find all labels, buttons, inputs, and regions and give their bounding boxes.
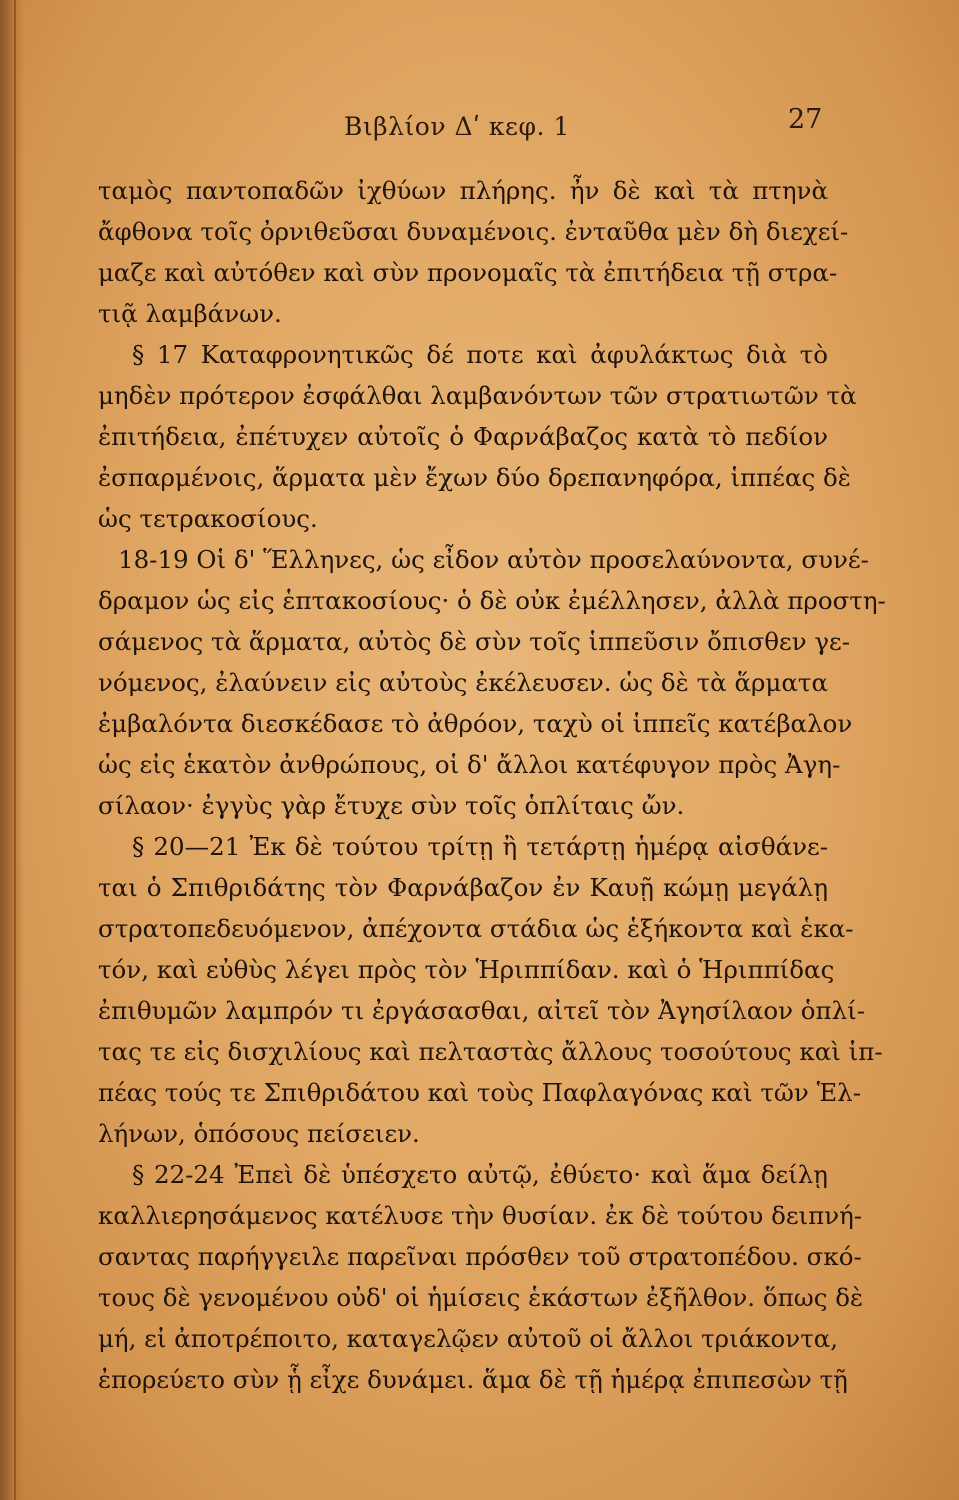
text-line: σάμενος τὰ ἅρματα, αὐτὸς δὲ σὺν τοῖς ἱππεῦσιν ὄπισθεν γε- [98, 627, 850, 656]
text-line: τιᾷ λαμβάνων. [98, 299, 282, 328]
body-text [98, 170, 886, 1400]
section-heading-line: § 22-24 Ἐπεὶ δὲ ὑπέσχετο αὐτῷ, ἐθύετο· καὶ ἅμα δείλῃ [132, 1160, 828, 1189]
text-line: ὡς τετρακοσίους. [98, 504, 318, 533]
text-line: ἐμβαλόντα διεσκέδασε τὸ ἀθρόον, ταχὺ οἱ ἱππεῖς κατέβαλον [98, 709, 853, 738]
text-line: ται ὁ Σπιθριδάτης τὸν Φαρνάβαζον ἐν Καυῇ κώμῃ μεγάλῃ [98, 873, 828, 902]
text-line: σίλαον· ἐγγὺς γὰρ ἔτυχε σὺν τοῖς ὁπλίταις ὤν. [98, 791, 685, 820]
text-line: λήνων, ὁπόσους πείσειεν. [98, 1119, 420, 1148]
section-heading-line: § 17 Καταφρονητικῶς δέ ποτε καὶ ἀφυλάκτως διὰ τὸ [132, 340, 828, 369]
text-line: καλλιερησάμενος κατέλυσε τὴν θυσίαν. ἐκ δὲ τούτου δειπνή- [98, 1201, 863, 1230]
text-line: μή, εἰ ἀποτρέποιτο, καταγελῷεν αὐτοῦ οἱ ἄλλοι τριάκοντα, [98, 1324, 839, 1353]
text-line: στρατοπεδευόμενον, ἀπέχοντα στάδια ὡς ἑξήκοντα καὶ ἑκα- [98, 914, 854, 943]
text-line: μαζε καὶ αὐτόθεν καὶ σὺν προνομαῖς τὰ ἐπιτήδεια τῇ στρα- [98, 258, 838, 287]
section-heading-line: 18-19 Οἱ δ' Ἕλληνες, ὡς εἶδον αὐτὸν προσελαύνοντα, συνέ- [118, 545, 869, 574]
text-line: νόμενος, ἐλαύνειν εἰς αὐτοὺς ἐκέλευσεν. ὡς δὲ τὰ ἅρματα [98, 668, 828, 697]
running-head [0, 104, 959, 152]
text-line: ταμὸς παντοπαδῶν ἰχθύων πλήρης. ἦν δὲ καὶ τὰ πτηνὰ [98, 176, 828, 205]
text-line: σαντας παρήγγειλε παρεῖναι πρόσθεν τοῦ στρατοπέδου. σκό- [98, 1242, 862, 1271]
text-line: ὡς εἰς ἑκατὸν ἀνθρώπους, οἱ δ' ἄλλοι κατέφυγον πρὸς Ἀγη- [98, 750, 841, 779]
text-line: ἐπιθυμῶν λαμπρόν τι ἐργάσασθαι, αἰτεῖ τὸν Ἀγησίλαον ὁπλί- [98, 996, 866, 1025]
text-line: τους δὲ γενομένου οὐδ' οἱ ἡμίσεις ἑκάστων ἐξῆλθον. ὅπως δὲ [98, 1283, 864, 1312]
text-line: τας τε εἰς δισχιλίους καὶ πελταστὰς ἄλλους τοσούτους καὶ ἱπ- [98, 1037, 883, 1066]
text-line: ἐσπαρμένοις, ἅρματα μὲν ἔχων δύο δρεπανηφόρα, ἱππέας δὲ [98, 463, 851, 492]
gutter-fold-line [14, 0, 16, 1500]
text-line: πέας τούς τε Σπιθριδάτου καὶ τοὺς Παφλαγόνας καὶ τῶν Ἑλ- [98, 1078, 861, 1107]
text-line: ἐπορεύετο σὺν ᾗ εἶχε δυνάμει. ἅμα δὲ τῇ ἡμέρᾳ ἐπιπεσὼν τῇ [98, 1365, 848, 1394]
running-title: Βιβλίον Δʹ κεφ. 1 [344, 112, 570, 141]
section-heading-line: § 20—21 Ἐκ δὲ τούτου τρίτῃ ἢ τετάρτῃ ἡμέρᾳ αἰσθάνε- [132, 832, 828, 861]
page-number: 27 [788, 104, 823, 135]
text-line: τόν, καὶ εὐθὺς λέγει πρὸς τὸν Ἡριππίδαν. καὶ ὁ Ἡριππίδας [98, 955, 835, 984]
text-line: μηδὲν πρότερον ἐσφάλθαι λαμβανόντων τῶν στρατιωτῶν τὰ [98, 381, 857, 410]
text-line: ἐπιτήδεια, ἐπέτυχεν αὐτοῖς ὁ Φαρνάβαζος κατὰ τὸ πεδίον [98, 422, 828, 451]
text-line: δραμον ὡς εἰς ἑπτακοσίους· ὁ δὲ οὐκ ἐμέλλησεν, ἀλλὰ προστη- [98, 586, 886, 615]
text-line: ἄφθονα τοῖς ὀρνιθεῦσαι δυναμένοις. ἐνταῦθα μὲν δὴ διεχεί- [98, 217, 849, 246]
binding-edge-shadow [0, 0, 24, 1500]
